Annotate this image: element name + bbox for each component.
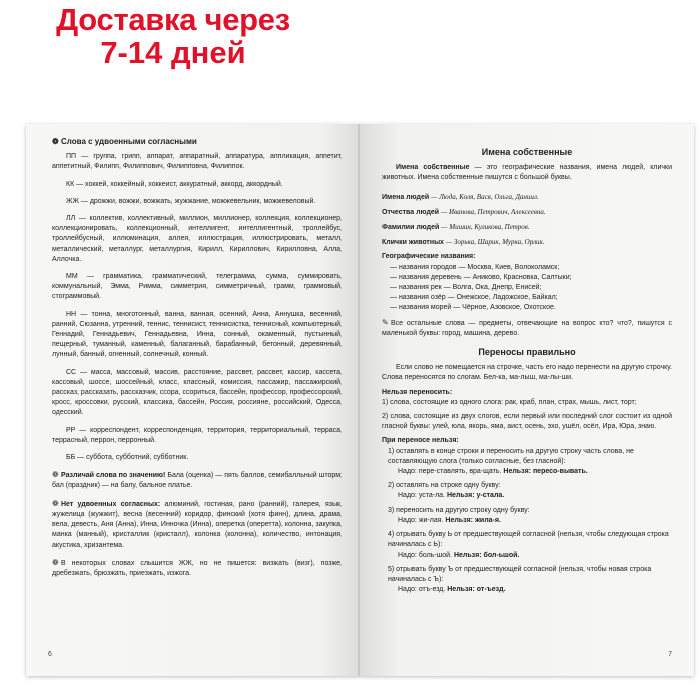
paragraph: ПП — группа, грипп, аппарат, аппаратный, аппаратура, аппликация, аппетит, аппетитный, Филипп, Филиппович, Филипповна, Филиппок. xyxy=(52,153,342,171)
page-number-right: 7 xyxy=(668,651,672,658)
paragraph: СС — масса, массовый, массив, расстояние, рассвет, рассвет, кассир, кассета, кассовый, шоссе, шоссейный, класс, классный, комиссия, пассажир, пассажирский, рассказ, рассказать, рассказчик, ссора, ссориться, бассейн, профессор, профессорский, кросс, кроссовки, русский, классика, бассейн, Россия, россияне, российский, Одесса, одесский. xyxy=(52,368,342,417)
intro-proper-names: Имена собственные — это географические названия, имена людей, клички животных. Имена собственные пишутся с большой буквы. xyxy=(382,164,672,182)
name-row: Клички животных — Зорька, Шарик, Мурка, Орлик. xyxy=(382,238,545,247)
flower-icon: ❁ xyxy=(52,137,59,146)
rule-item: 2) оставлять на строке одну букву: Надо: уста-ла. Нельзя: у-стала. xyxy=(388,482,505,500)
flower-icon: ❁ xyxy=(52,557,59,567)
geo-item: — названия рек — Волга, Ока, Днепр, Енисей; xyxy=(390,284,542,292)
name-row: Фамилии людей — Мишин, Куликова, Петров. xyxy=(382,223,530,232)
note-no-double: ❁ Нет удвоенных согласных: алюминий, гостиная, рано (ранний), галерея, язык, жужелица (жужжит), весна (весенний) коридор, финский (хотя финн), длина, драма, вела, девесть, Аня (Анна), Инна, Инночка (Инна), оперетка (оперетта), колонна, закупка, манка (манный), кристаллик (кристалл), колонка (колонна), количество, интонация, акустика, хризантема. xyxy=(52,498,342,549)
rule-item: 4) отрывать букву Ь от предшествующей согласной (нельзя, чтобы следующая строка начиналась с Ь): Надо: боль-шой. Нельзя: бол-ьшой. xyxy=(388,531,669,559)
paragraph: ММ — грамматика, грамматический, телеграмма, сумма, суммировать, коммунальный, Эмма, Римма, симметрия, симметричный, грамм, граммовый, стограммовый. xyxy=(52,273,342,301)
left-page-content xyxy=(52,137,342,586)
pencil-icon: ✎ xyxy=(382,317,389,327)
name-row: Имена людей — Люда, Коля, Вася, Ольга, Даниил. xyxy=(382,192,539,201)
cannot-heading: Нельзя переносить: xyxy=(382,388,453,396)
delivery-banner xyxy=(8,4,338,69)
paragraph: НН — тонна, многотонный, ванна, ванная, осенний, Анна, Аннушка, весенний, ранний, Сюзанна, утренний, теннис, теннисист, теннисистка, теннисный, компьютерный, Геннадий, Геннадьевич, Геннадьевна, Инна, сонный, окаменный, пустынный, пещерный, туманный, каменный, балаганный, барабанный, бетонный, деревянный, лунный, банный, огненный, солнечный, конный. xyxy=(52,310,342,359)
geo-item: — названия озёр — Онежское, Ладожское, Байкал; xyxy=(390,294,558,302)
paragraph: ЖЖ — дрожжи, вожжи, вожжать, жужжание, можжевельник, можжевеловый. xyxy=(66,197,316,205)
paragraph: РР — корреспондент, корреспонденция, территория, территориальный, терраса, террасный, перрон, перронный. xyxy=(52,426,342,444)
cannot-item: 1) слова, состоящие из одного слога: рак, краб, план, страх, мышь, лист, торт; xyxy=(382,398,637,406)
paragraph: КК — хоккей, хоккейный, хоккеист, аккуратный, аккорд, аккордный. xyxy=(66,180,283,188)
flower-icon: ❁ xyxy=(52,498,59,508)
rule-item: 3) переносить на другую строку одну букву: Надо: жи-лая. Нельзя: жила-я. xyxy=(388,506,530,524)
banner-line-2: 7-14 дней xyxy=(100,34,246,70)
right-page xyxy=(360,124,694,676)
geo-item: — названия морей — Чёрное, Азовское, Охотское. xyxy=(390,304,556,312)
geo-item: — названия деревень — Аниково, Красновка, Салтыки; xyxy=(390,273,572,281)
note-zhzh: ❁ В некоторых словах слышится ЖЖ, но не пишется: визжать (визг), позже, дребезжать, брюзжать, приезжать, изжога. xyxy=(52,557,342,577)
note-lowercase: ✎ Все остальные слова — предметы, отвечающие на вопрос кто? что?, пишутся с маленькой буквы: город, машина, дерево. xyxy=(382,317,672,337)
rule-item: 5) отрывать букву Ъ от предшествующей согласной (нельзя, чтобы новая строка начиналась с Ъ): Надо: отъ-езд. Нельзя: от-ъезд. xyxy=(388,565,652,594)
geo-item: — названия городов — Москва, Киев, Волоколамск; xyxy=(390,263,560,271)
open-book xyxy=(26,124,694,676)
left-heading: ❁ Слова с удвоенными согласными xyxy=(52,137,197,146)
paragraph: ЛЛ — коллектив, коллективный, миллион, миллионер, коллекция, коллекционер, коллекционировать, коллекционный, интеллигент, интеллигентный, троллейбус, троллейбусный, иллюминация, аллея, иллюстрация, иллюстрировать, металл, металлический, металлург, металлургия, Кирилл, Кириллович, Кирилловна, Алла, Аллочка. xyxy=(52,215,342,263)
flower-icon: ❁ xyxy=(52,470,59,480)
rule-item: 1) оставлять в конце строки и переносить на другую строку часть слова, не составляющую слога (только согласные, без гласной): Надо: пере-ставлять, вра-щать. Нельзя: пересо-вывать. xyxy=(388,447,634,476)
geo-label: Географические названия: xyxy=(382,253,476,261)
section-title-proper-names: Имена собственные xyxy=(481,147,573,157)
name-row: Отчества людей — Иванова, Петрович, Алексеевна. xyxy=(382,207,546,216)
rules-heading: При переносе нельзя: xyxy=(382,437,459,445)
cannot-item: 2) слова, состоящие из двух слогов, если первый или последний слог состоит из одной гласной буквы: улей, юла, якорь, яма, аист, осень, эхо, ушёл, осёл, Ира, Юра, знаю. xyxy=(382,413,672,431)
paragraph: ББ — суббота, субботний, субботник. xyxy=(66,454,189,462)
left-page xyxy=(26,124,360,676)
note-meaning: ❁ Различай слова по значению! Бала (оценка) — пять баллов, семибалльный шторм; бал (праздник) — на балу, бальное платье. xyxy=(52,470,342,490)
section-title-hyphenation: Переносы правильно xyxy=(478,347,576,358)
banner-line-1: Доставка через xyxy=(56,2,290,37)
page-number-left: 6 xyxy=(48,651,52,658)
right-page-content xyxy=(382,147,672,595)
hyphenation-intro: Если слово не помещается на строчке, часть его надо перенести на другую строчку. Слова переносятся по слогам. Бел-ка, ма-лыш, ма-лы-ши. xyxy=(382,364,672,382)
